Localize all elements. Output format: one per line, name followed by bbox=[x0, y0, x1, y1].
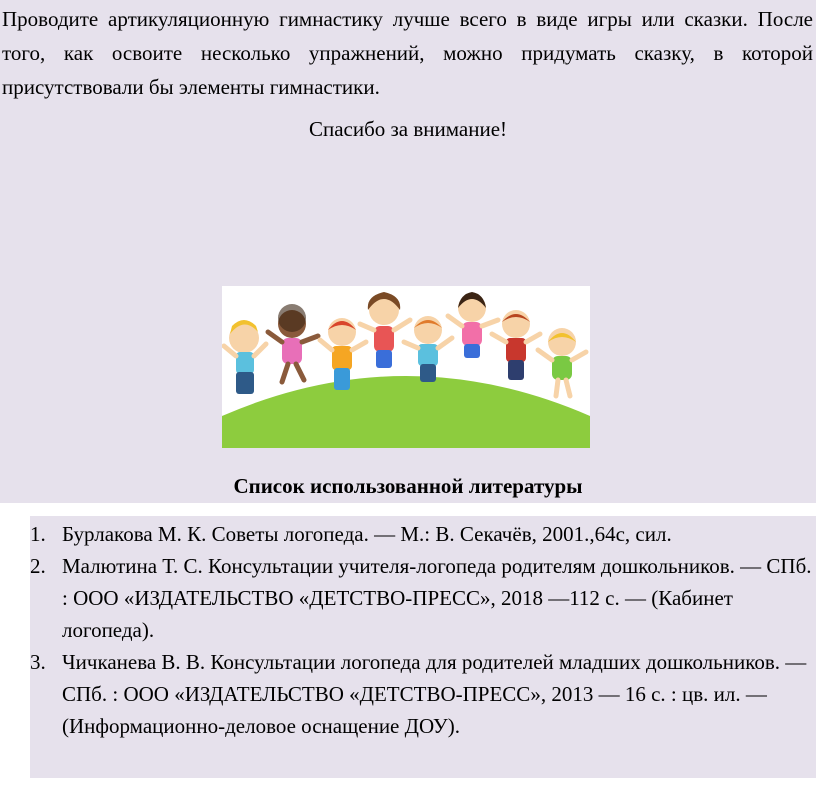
jumping-children-illustration bbox=[222, 286, 590, 448]
reference-item bbox=[30, 646, 816, 742]
body-paragraph: Проводите артикуляционную гимнастику лучше всего в виде игры или сказки. После того, как освоите несколько упражнений, можно придумать сказку, в которой присутствовали бы элементы гимнастики. bbox=[2, 7, 813, 99]
reference-text: Чичканева В. В. Консультации логопеда для родителей младших дошкольников. — СПб. : ООО «ИЗДАТЕЛЬСТВО «ДЕТСТВО-ПРЕСС», 2013 — 16 с. : цв. ил. — (Информационно-деловое оснащение ДОУ). bbox=[62, 650, 807, 738]
reference-text: Малютина Т. С. Консультации учителя-логопеда родителям дошкольников. — СПб. : ООО «ИЗДАТЕЛЬСТВО «ДЕТСТВО-ПРЕСС», 2018 —112 с. — (Кабинет логопеда). bbox=[62, 554, 812, 642]
reference-number: 1. bbox=[30, 522, 46, 546]
thanks-text: Спасибо за внимание! bbox=[308, 117, 508, 141]
reference-text: Бурлакова М. К. Советы логопеда. — М.: В. Секачёв, 2001.,64с, сил. bbox=[62, 522, 672, 546]
reference-number: 2. bbox=[30, 554, 46, 578]
reference-item bbox=[30, 550, 816, 646]
references-heading: Список использованной литературы bbox=[233, 474, 583, 498]
references-list bbox=[30, 518, 816, 742]
reference-item bbox=[30, 518, 816, 550]
reference-number: 3. bbox=[30, 650, 46, 674]
